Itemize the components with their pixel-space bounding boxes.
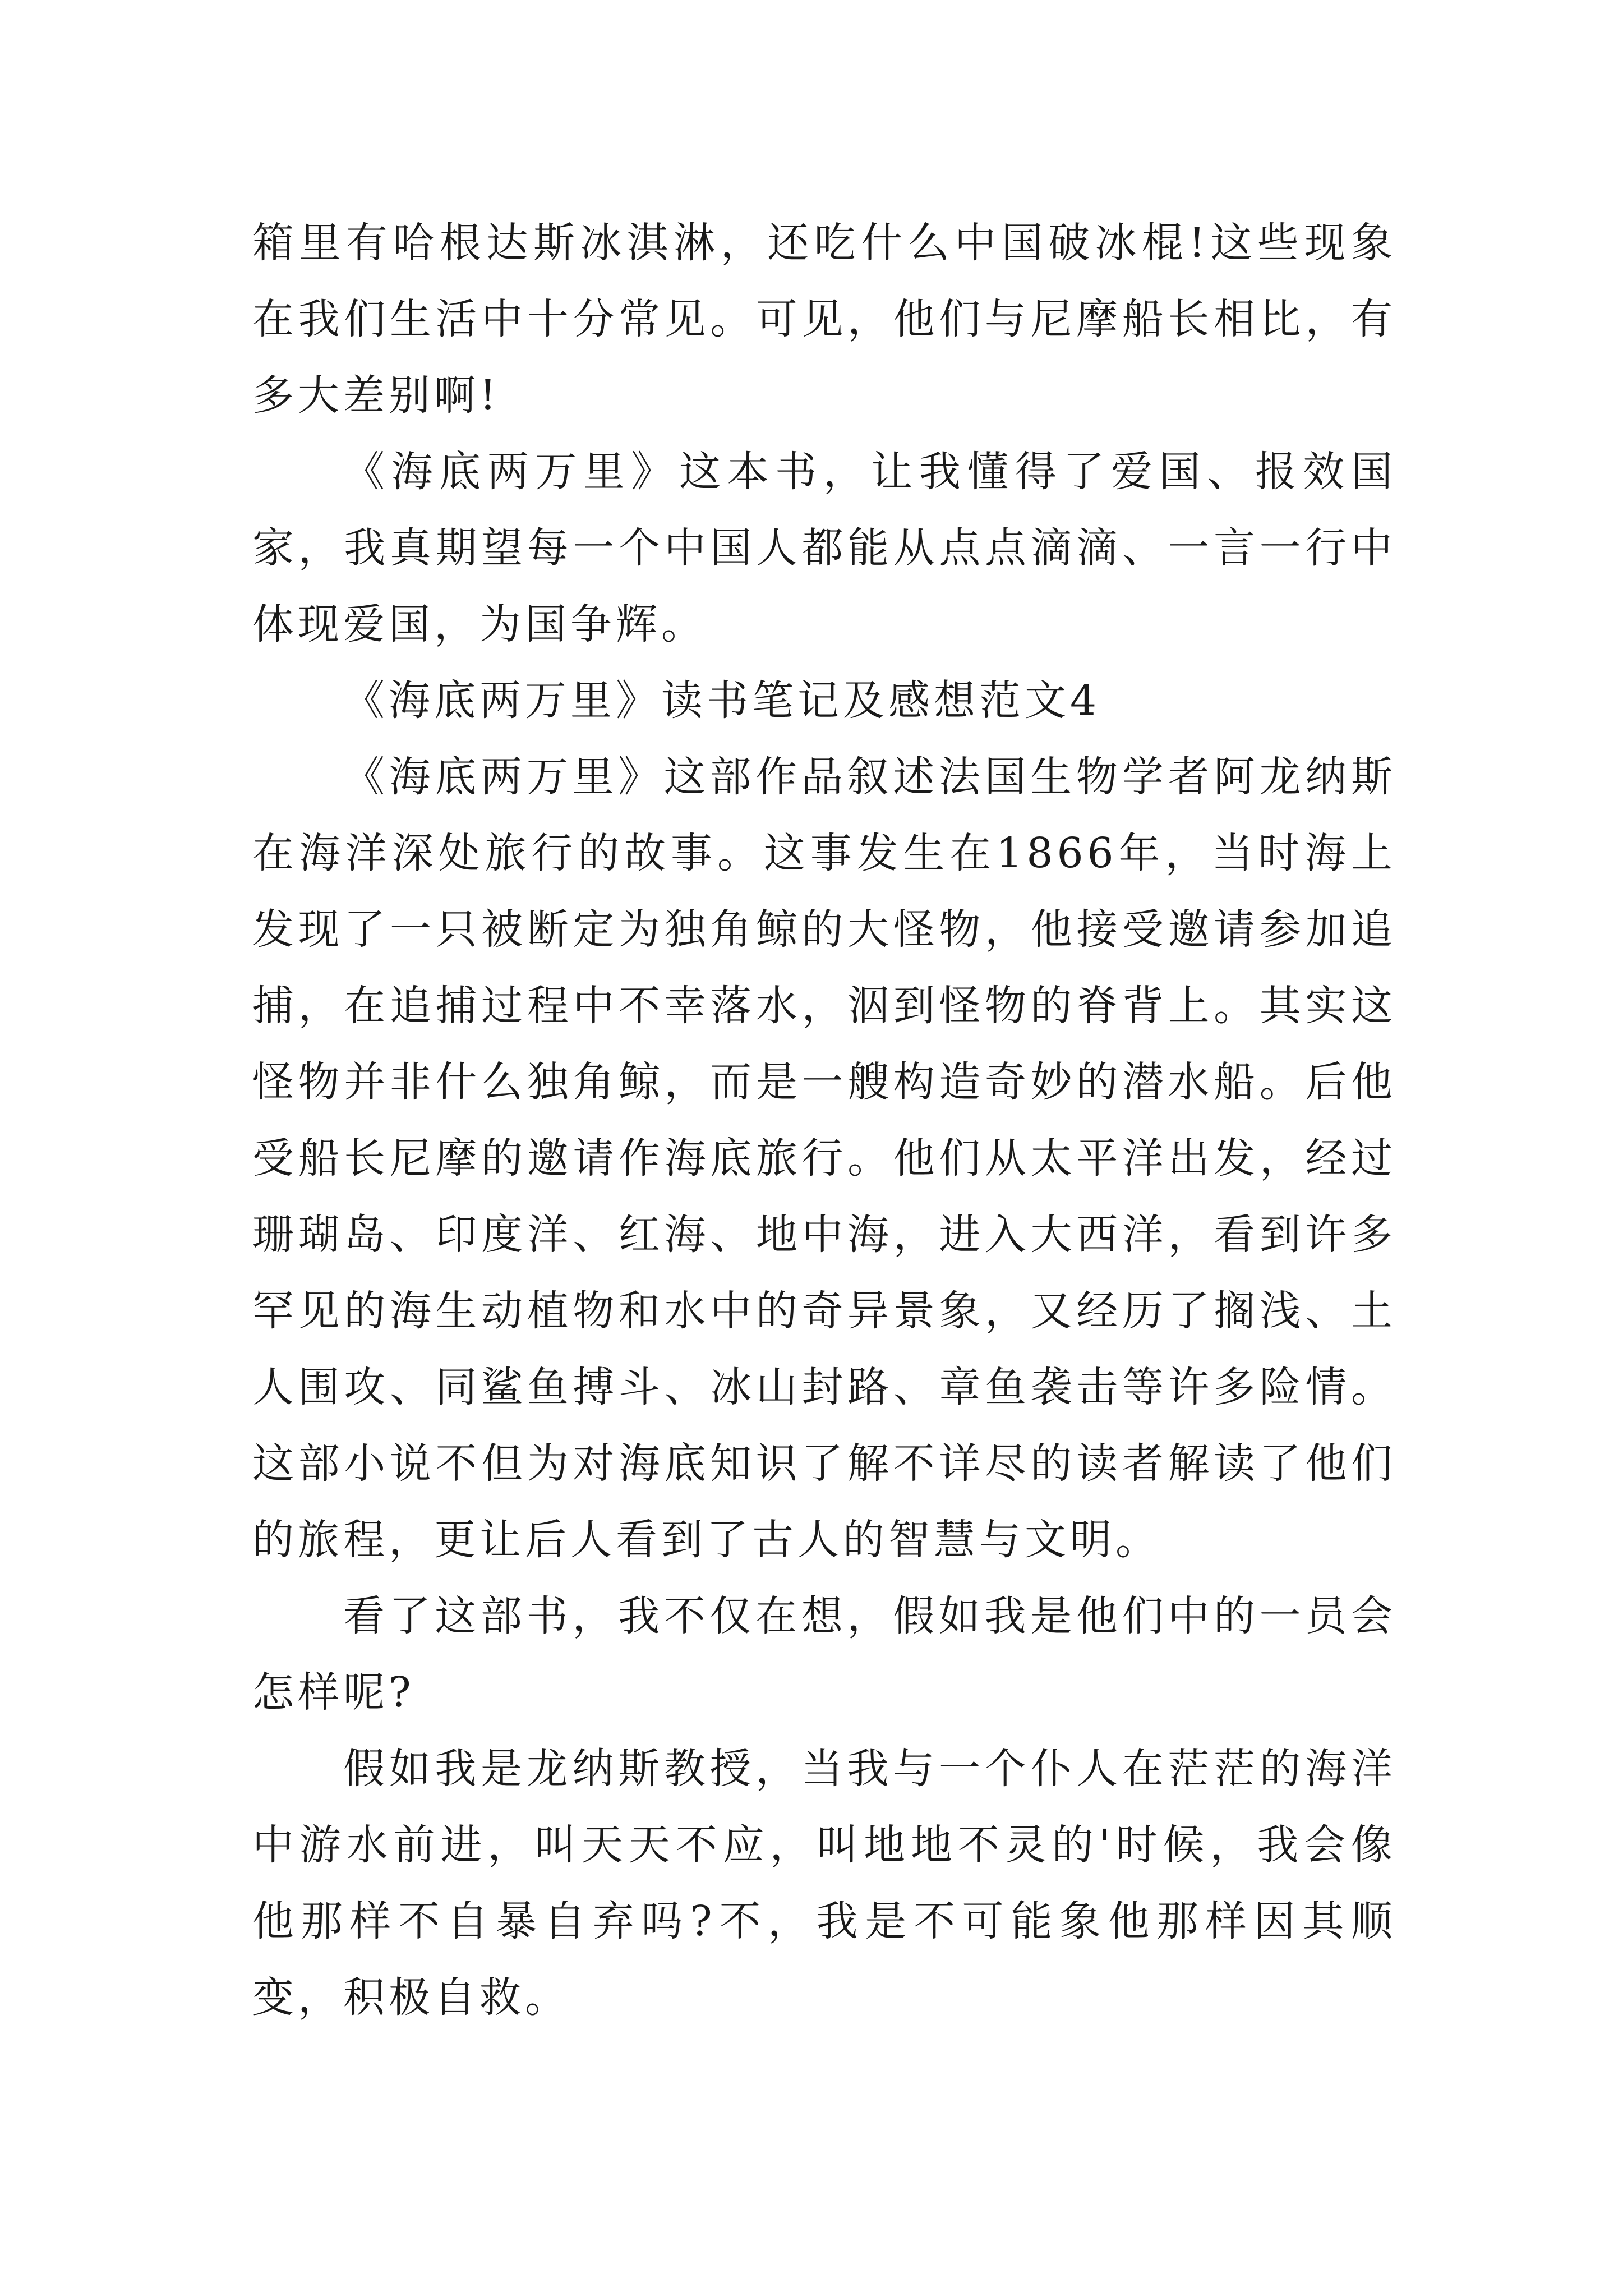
paragraph-patriotism: 《海底两万里》这本书，让我懂得了爱国、报效国家，我真期望每一个中国人都能从点点滴滴、一言一行中体现爱国，为国争辉。	[252, 448, 1396, 648]
paragraph-reflection: 看了这部书，我不仅在想，假如我是他们中的一员会怎样呢?	[252, 1592, 1396, 1717]
paragraph-hypothetical: 假如我是龙纳斯教授，当我与一个仆人在茫茫的海洋中游水前进，叫天天不应，叫地地不灵的'时候，我会像他那样不自暴自弃吗?不，我是不可能象他那样因其顺变，积极自救。	[252, 1745, 1396, 2022]
body-text	[252, 205, 1396, 2036]
section-heading: 《海底两万里》读书笔记及感想范文4	[343, 677, 1101, 725]
paragraph-continuation: 箱里有哈根达斯冰淇淋，还吃什么中国破冰棍!这些现象在我们生活中十分常见。可见，他们与尼摩船长相比，有多大差别啊!	[252, 219, 1396, 420]
paragraph-summary: 《海底两万里》这部作品叙述法国生物学者阿龙纳斯在海洋深处旅行的故事。这事发生在1866年，当时海上发现了一只被断定为独角鲸的大怪物，他接受邀请参加追捕，在追捕过程中不幸落水，泅到怪物的脊背上。其实这怪物并非什么独角鲸，而是一艘构造奇妙的潜水船。后他受船长尼摩的邀请作海底旅行。他们从太平洋出发，经过珊瑚岛、印度洋、红海、地中海，进入大西洋，看到许多罕见的海生动植物和水中的奇异景象，又经历了搁浅、土人围攻、同鲨鱼搏斗、冰山封路、章鱼袭击等许多险情。这部小说不但为对海底知识了解不详尽的读者解读了他们的旅程，更让后人看到了古人的智慧与文明。	[252, 753, 1396, 1564]
